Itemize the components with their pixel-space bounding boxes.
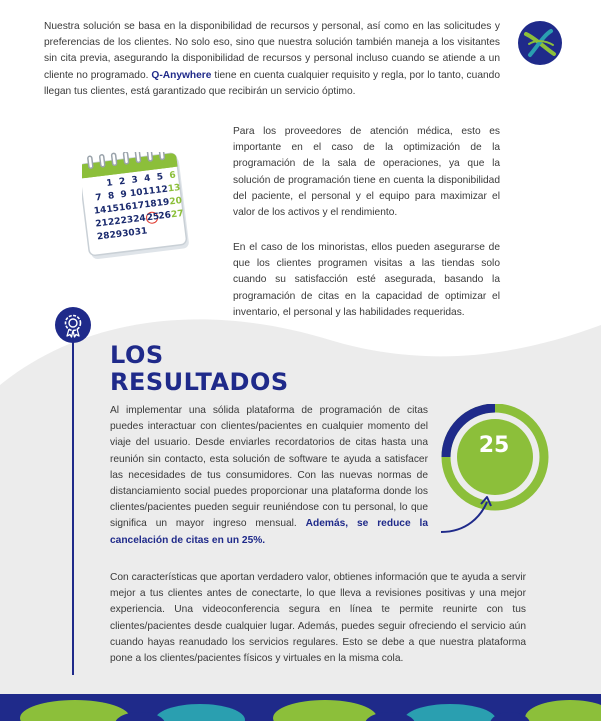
calendar-day: 2 [118, 176, 126, 188]
calendar-day: 4 [143, 173, 152, 185]
calendar-day: 31 [134, 226, 148, 238]
calendar-day: 16 [118, 202, 133, 214]
value-paragraph: Con características que aportan verdadero valor, obtienes información que te ayuda a servir mejor a tus clientes antes de conectarte, lo que lleva a revisiones positivas y una mejor experiencia. Una videoconferencia segura en línea te permite reunirte con tus clientes/pacientes desde cualquier lugar. Además, puedes seguir ofreciendo el servicio aún cuando hayas reanudado los servicios regulares. Esto se debe a que nuestra plataforma pone a los clientes/pacientes físicos y virtuales en la misma cola. [110, 572, 526, 665]
calendar-day: 26 [157, 210, 172, 222]
calendar-day: 6 [168, 170, 177, 182]
calendar-day: 15 [105, 203, 120, 216]
results-paragraph: Al implementar una sólida plataforma de programación de citas puedes interactuar con clientes/pacientes en cualquier momento del viaje del usuario. Desde enviarles recordatorios de citas hasta una reunión sin contacto, esta solución de software te ayuda a satisfacer las necesidades de tus consumidores. Con las nuevas normas de distanciamiento social puedes proporcionar una plataforma donde los clientes/pacientes pueden seguir reuniéndose con tu personal, lo que significa un mayor ingreso mensual. Además, se reduce la cancelación de citas en un 25%. [110, 405, 429, 546]
calendar-day: 19 [156, 197, 170, 209]
calendar-day: 21 [94, 218, 109, 230]
calendar-day: 7 [94, 192, 103, 204]
calendar-day: 27 [170, 208, 185, 221]
calendar-day: 20 [168, 195, 183, 208]
calendar-day: 14 [93, 205, 108, 217]
calendar-day: 28 [96, 231, 111, 243]
brand-logo-icon [517, 20, 563, 66]
footer-decoration [0, 694, 601, 721]
calendar-days [90, 169, 187, 243]
results-highlight: Además, se reduce la cancelación de citas en un 25%. [110, 518, 429, 546]
gauge-value: 25 [478, 433, 510, 458]
calendar-day: 18 [143, 199, 158, 211]
section-divider-line [72, 340, 74, 675]
medical-paragraph: Para los proveedores de atención médica, esto es importante en el caso de la optimización de la programación de la sala de operaciones, ya que la solución de programación tiene en cuenta la disponibilidad del paciente, el personal y el equipo para maximizar el valor de los activos y el rendimiento. [233, 126, 500, 219]
percent-gauge [437, 404, 551, 540]
calendar-day: 25 [146, 211, 160, 224]
calendar-day: 12 [154, 184, 169, 197]
retail-paragraph: En el caso de los minoristas, ellos pueden asegurarse de que los clientes programen visitas a las tiendas solo cuando su satisfacción esté asegurada, basando la programación de citas en la capacidad de optimizar el inventario, el personal y las habilidades requeridas. [233, 242, 500, 318]
calendar-day: 9 [120, 189, 128, 201]
calendar-day: 10 [129, 187, 144, 200]
calendar-day: 30 [121, 227, 136, 240]
calendar-day: 17 [131, 200, 145, 213]
calendar-day: 8 [107, 191, 115, 202]
brand-name: Q-Anywhere [151, 69, 212, 81]
intro-paragraph: Nuestra solución se basa en la disponibilidad de recursos y personal, así como en las solicitudes y preferencias de los clientes. No solo eso, sino que nuestra solución también maneja a los visitantes sin cita previa, asegurando la disponibilidad de recursos y personal incluso cuando se atiende a un cliente no programado. Q-Anywhere tiene en cuenta cualquier requisito y regla, por lo tanto, cuando llegan tus clientes, está garantizado que recibirán un servicio óptimo. [44, 21, 500, 97]
calendar-day: 23 [120, 215, 134, 227]
calendar-day: 24 [132, 213, 147, 225]
calendar-day: 1 [105, 178, 114, 189]
calendar-day: 13 [167, 183, 181, 195]
calendar-day: 5 [156, 172, 164, 183]
calendar-day: 11 [142, 186, 156, 198]
award-seal-icon [54, 306, 92, 344]
results-heading-line1: LOS [110, 341, 164, 369]
calendar-day: 29 [109, 229, 123, 241]
calendar-day: 22 [107, 216, 122, 229]
results-heading-line2: RESULTADOS [110, 368, 289, 396]
calendar-day: 3 [131, 175, 139, 186]
